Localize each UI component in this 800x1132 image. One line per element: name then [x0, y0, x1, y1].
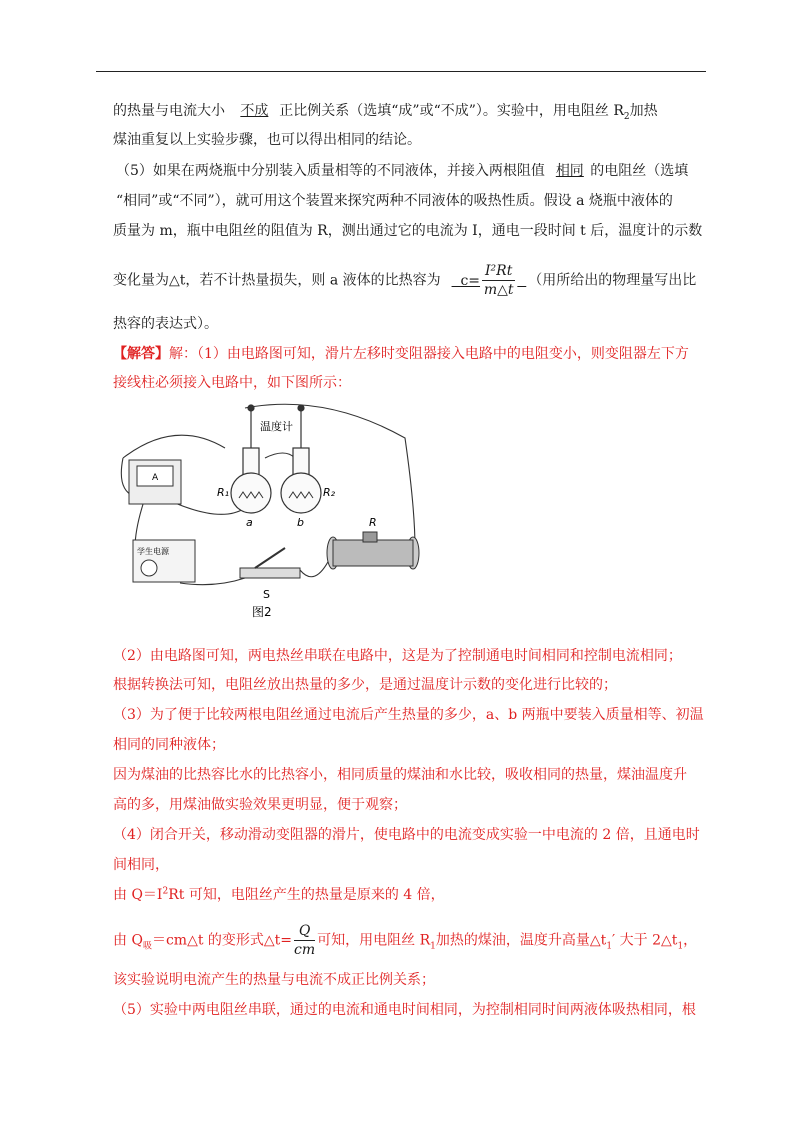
answer-blank-2: 相同 [555, 163, 584, 179]
question-line-7: 热容的表达式）。 [113, 316, 218, 332]
question-line-1: 的热量与电流大小 不成 正比例关系（选填“成”或“不成”）。实验中，用电阻丝 $R_2$加热 [113, 103, 658, 122]
answer-line-9: （4）闭合开关，移动滑动变阻器的滑片，使电路中的电流变成实验一中电流的 2 倍，且通电时 [113, 827, 700, 843]
power-supply-label: 学生电源 [137, 547, 169, 556]
wire [300, 558, 330, 577]
answer-line-10: 间相同， [113, 857, 169, 873]
thermometer-a-bulb [248, 405, 254, 411]
answer-line-7: 因为煤油的比热容比水的比热容小，相同质量的煤油和水比较，吸收相同的热量，煤油温度升 [113, 767, 687, 783]
delta-t-fraction: $\frac{Q}{cm}$ [294, 923, 316, 958]
question-line-4: “相同”或“不同”），就可用这个装置来探究两种不同液体的吸热性质。假设 a 烧瓶中液体的 [116, 193, 673, 209]
ammeter-label: A [152, 473, 159, 483]
thermometer-b-bulb [298, 405, 304, 411]
answer-blank-3: c= $\frac{\text{I²Rt}}{m\triangle t}$ [460, 263, 514, 298]
circuit-diagram [115, 398, 425, 626]
question-line-3: （5）如果在两烧瓶中分别装入质量相等的不同液体，并接入两根阻值 相同 的电阻丝（选填 [116, 163, 689, 179]
switch-label: S [263, 588, 270, 601]
answer-bracket-label: 【解答】 [113, 346, 169, 362]
flask-a [231, 473, 271, 513]
flask-a-neck [243, 448, 259, 476]
question-line-2: 煤油重复以上实验步骤，也可以得出相同的结论。 [113, 132, 421, 148]
answer-line-12: 由 $Q_吸=cm\triangle t$ 的变形式△t= $\frac{Q}{cm}$ 可知，用电阻丝 $R_1$加热的煤油，温度升高量$\triangle t_1'$ 大于 $2\triangle t_1$， [113, 923, 698, 958]
answer-line-2: 接线柱必须接入电路中，如下图所示： [113, 375, 351, 391]
answer-line-14: （5）实验中两电阻丝串联，通过的电流和通电时间相同，为控制相同时间两液体吸热相同，根 [113, 1002, 696, 1018]
answer-line-11: 由 $Q=I^2Rt$ 可知，电阻丝产生的热量是原来的 4 倍， [113, 886, 445, 903]
answer-line-4: 根据转换法可知，电阻丝放出热量的多少，是通过温度计示数的变化进行比较的； [113, 677, 617, 693]
answer-line-5: （3）为了便于比较两根电阻丝通过电流后产生热量的多少，a、b 两瓶中要装入质量相等、初温 [113, 707, 704, 723]
question-line-6: 变化量为△t，若不计热量损失，则 a 液体的比热容为 c= $\frac{\text{I²Rt}}{m\triangle t}$ （用所给出的物理量写出比 [113, 263, 697, 298]
rheostat-label: R [369, 516, 377, 529]
answer-blank-1: 不成 [240, 103, 269, 119]
r1-label: R₁ [217, 486, 230, 499]
rheostat [327, 532, 419, 569]
wire [265, 453, 295, 458]
answer-line-3: （2）由电路图可知，两电热丝串联在电路中，这是为了控制通电时间相同和控制电流相同； [113, 648, 682, 664]
flask-b-label: b [297, 516, 304, 529]
answer-line-13: 该实验说明电流产生的热量与电流不成正比例关系； [113, 972, 435, 988]
switch [240, 548, 300, 578]
question-line-5: 质量为 m，瓶中电阻丝的阻值为 R，测出通过它的电流为 I，通电一段时间 t 后，温度计的示数 [113, 223, 703, 239]
flask-b-neck [293, 448, 309, 476]
flask-a-label: a [246, 516, 253, 529]
thermometer-label: 温度计 [260, 420, 293, 433]
specific-heat-fraction: $\frac{\text{I²Rt}}{m\triangle t}$ [483, 263, 514, 298]
header-rule [96, 71, 706, 72]
answer-line-6: 相同的同种液体； [113, 737, 225, 753]
answer-line-8: 高的多，用煤油做实验效果更明显，便于观察； [113, 797, 407, 813]
answer-line-1: 【解答】解：（1）由电路图可知，滑片左移时变阻器接入电路中的电阻变小，则变阻器左下方 [113, 346, 689, 362]
r2-label: R₂ [323, 486, 336, 499]
figure-caption: 图2 [252, 605, 272, 619]
flask-b [281, 473, 321, 513]
wire [123, 435, 225, 458]
